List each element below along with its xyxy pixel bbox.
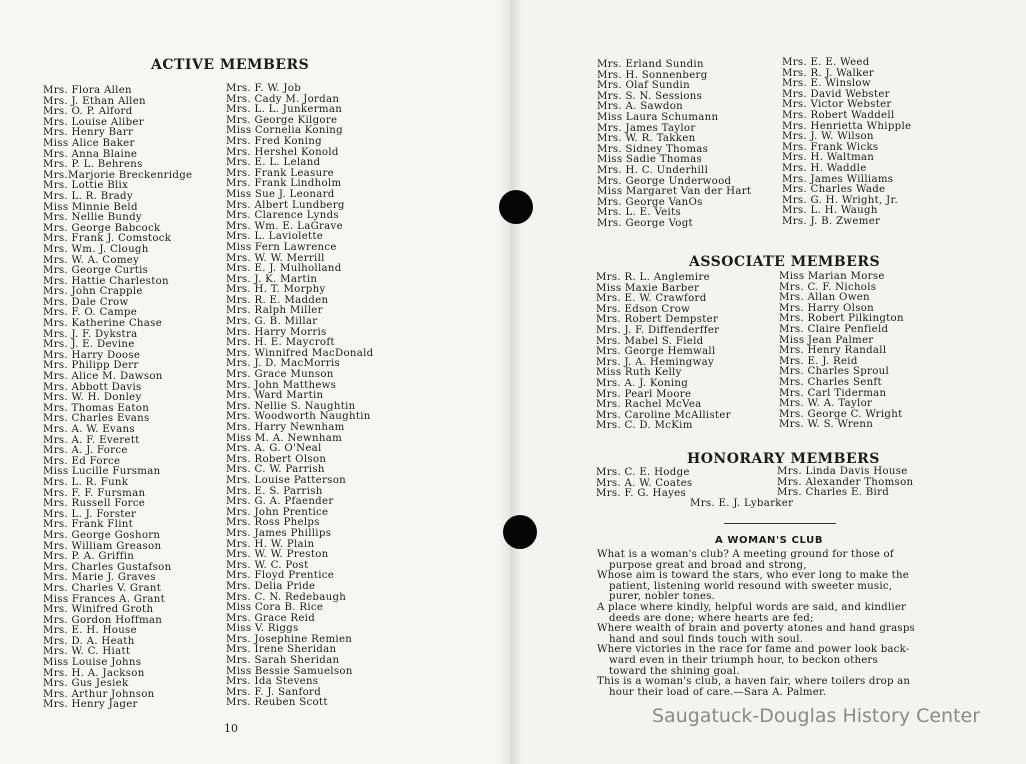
member-name: Mrs. F. W. Job	[226, 83, 302, 94]
member-name: Miss Laura Schumann	[597, 111, 719, 123]
member-name: Mrs. J. A. Hemingway	[596, 356, 715, 368]
member-name: Mrs. J. K. Martin	[226, 273, 318, 285]
member-name: Miss Minnie Beld	[43, 201, 138, 213]
member-name: Mrs. Russell Force	[43, 498, 146, 510]
member-name: Mrs. L. L. Junkerman	[226, 104, 343, 116]
member-name: Miss Lucille Fursman	[43, 466, 161, 478]
member-name: Mrs. J. F. Dykstra	[43, 328, 138, 340]
member-name: Mrs. Frank Leasure	[226, 167, 334, 179]
member-name: Mrs. L. R. Funk	[43, 476, 129, 488]
member-name: Mrs. Allan Owen	[779, 292, 870, 304]
member-name: Mrs. E. E. Weed	[782, 57, 870, 68]
honorary-members-column-1	[596, 468, 692, 500]
active-members-column-1	[43, 86, 192, 711]
poem-stanza	[597, 603, 965, 624]
member-name: Mrs. Hershel Konold	[226, 146, 339, 158]
member-name: Mrs. W. W. Merrill	[226, 252, 325, 264]
member-name: Mrs. H. Waltman	[782, 152, 875, 164]
member-name: Mrs. E. H. House	[43, 625, 137, 637]
member-name: Mrs. Flora Allen	[43, 85, 132, 96]
member-name: Mrs. A. W. Evans	[43, 424, 135, 435]
member-name: Mrs. F. J. Sanford	[226, 686, 322, 698]
member-name: Mrs. George Babcock	[43, 222, 161, 234]
member-name: Mrs. H. A. Jackson	[43, 667, 145, 679]
member-name: Miss Alice Baker	[43, 137, 135, 149]
member-name: Mrs. John Prentice	[226, 506, 329, 518]
member-name: Mrs. L. Laviolette	[226, 231, 324, 243]
member-name: Mrs. William Greason	[43, 540, 162, 552]
member-name: Mrs. Louise Aliber	[43, 116, 144, 128]
member-name: Mrs. W. H. Donley	[43, 392, 142, 404]
member-name: Mrs. W. A. Comey	[43, 254, 140, 266]
member-name: Mrs. Louise Patterson	[226, 474, 346, 486]
member-name: Mrs. F. G. Hayes	[596, 488, 686, 500]
active-members-heading: ACTIVE MEMBERS	[151, 57, 310, 73]
member-name: Mrs. Claire Penfield	[779, 323, 889, 335]
member-name: Mrs. Ward Martin	[226, 390, 324, 402]
member-name: Mrs. Charles Gustafson	[43, 561, 172, 573]
active-members-column-3	[597, 60, 751, 230]
poem-line-continued: purpose great and broad and strong,	[609, 559, 807, 571]
active-members-column-4	[782, 58, 911, 228]
honorary-member-last: Mrs. E. J. Lybarker	[690, 498, 794, 509]
member-name: Miss Louise Johns	[43, 657, 142, 669]
member-name: Mrs. Henry Randall	[779, 345, 887, 357]
member-name: Miss Marian Morse	[779, 271, 885, 282]
member-name: Miss V. Riggs	[226, 623, 299, 635]
member-name: Miss Cora B. Rice	[226, 602, 324, 614]
member-name: Mrs. Harry Morris	[226, 326, 327, 338]
member-name: Mrs. A. F. Everett	[43, 434, 140, 446]
member-name: Mrs. George Underwood	[597, 175, 732, 187]
member-name: Mrs. R. J. Walker	[782, 67, 875, 79]
member-name: Mrs. Thomas Eaton	[43, 402, 150, 414]
member-name: Mrs. E. J. Mulholland	[226, 263, 342, 275]
member-name: Mrs. James Williams	[782, 173, 894, 185]
member-name: Mrs. Arthur Johnson	[43, 688, 155, 700]
member-name: Miss M. A. Newnham	[226, 432, 343, 444]
member-name: Mrs. Frank Lindholm	[226, 178, 342, 190]
poem-title: A WOMAN'S CLUB	[715, 535, 824, 546]
poem-line: Where wealth of brain and poverty atones and hand grasps	[597, 623, 915, 635]
member-name: Mrs. Lottie Blix	[43, 180, 129, 192]
watermark: Saugatuck-Douglas History Center	[652, 705, 981, 727]
associate-members-column-1	[596, 273, 731, 432]
punch-hole-top	[499, 190, 533, 224]
member-name: Mrs. Winnifred MacDonald	[226, 347, 374, 359]
member-name: Mrs. Henry Barr	[43, 127, 134, 139]
member-name: Miss Margaret Van der Hart	[597, 186, 752, 198]
member-name: Mrs. Pearl Moore	[596, 388, 692, 400]
member-name: Mrs. Abbott Davis	[43, 381, 142, 393]
poem-stanza	[597, 571, 965, 603]
member-name: Mrs. C. E. Hodge	[596, 467, 690, 478]
member-name: Mrs. Mabel S. Field	[596, 335, 704, 347]
member-name: Mrs. Reuben Scott	[226, 697, 328, 709]
member-name: Mrs. D. A. Heath	[43, 635, 135, 647]
member-name: Mrs. G. B. Millar	[226, 316, 318, 328]
member-name: Mrs. S. N. Sessions	[597, 90, 703, 102]
member-name: Mrs. Dale Crow	[43, 296, 129, 308]
member-name: Mrs. H. T. Morphy	[226, 284, 326, 296]
poem-line: What is a woman's club? A meeting ground for those of	[597, 549, 894, 560]
member-name: Miss Frances A. Grant	[43, 593, 166, 605]
member-name: Mrs. W. S. Wrenn	[779, 419, 874, 431]
member-name: Mrs. Nellie S. Naughtin	[226, 400, 356, 412]
member-name: Mrs. Grace Munson	[226, 369, 334, 381]
member-name: Mrs. George Kilgore	[226, 114, 338, 126]
member-name: Mrs. W. R. Takken	[597, 133, 696, 145]
punch-hole-bottom	[503, 515, 537, 549]
member-name: Mrs. J. W. Wilson	[782, 131, 874, 143]
member-name: Mrs. Sarah Sheridan	[226, 655, 340, 667]
member-name: Mrs. R. L. Anglemire	[596, 272, 710, 283]
poem-body	[597, 550, 965, 698]
member-name: Mrs.Marjorie Breckenridge	[43, 169, 193, 181]
member-name: Mrs. W. A. Taylor	[779, 398, 873, 410]
member-name: Mrs. George Curtis	[43, 265, 149, 277]
member-name: Mrs. E. S. Parrish	[226, 485, 323, 497]
member-name: Mrs. Robert Olson	[226, 453, 327, 465]
member-name: Mrs. H. E. Maycroft	[226, 337, 335, 349]
member-name: Mrs. Marie J. Graves	[43, 572, 156, 584]
member-name: Mrs. Henry Jager	[43, 699, 138, 711]
member-name: Mrs. C. W. Parrish	[226, 464, 325, 476]
member-name: Mrs. George VanOs	[597, 196, 703, 208]
member-name: Mrs. Charles Sproul	[779, 366, 890, 378]
poem-stanza	[597, 645, 965, 677]
member-name: Mrs. W. C. Post	[226, 559, 309, 571]
page-number: 10	[224, 722, 238, 735]
poem-line-continued: ward even in their triumph hour, to beckon others	[609, 654, 878, 666]
member-name: Mrs. Caroline McAllister	[596, 409, 731, 421]
member-name: Miss Sue J. Leonard	[226, 188, 335, 200]
associate-members-heading: ASSOCIATE MEMBERS	[689, 254, 881, 270]
member-name: Miss Sadie Thomas	[597, 154, 703, 166]
member-name: Mrs. H. Sonnenberg	[597, 69, 708, 81]
member-name: Miss Ruth Kelly	[596, 367, 682, 379]
member-name: Mrs. Fred Koning	[226, 135, 322, 147]
poem-line-continued: hour their load of care.—Sara A. Palmer.	[609, 686, 827, 698]
member-name: Mrs. Wm. J. Clough	[43, 243, 149, 255]
active-members-column-2	[226, 84, 374, 709]
member-name: Mrs. Frank Flint	[43, 519, 134, 531]
member-name: Mrs. E. L. Leland	[226, 157, 321, 169]
member-name: Mrs. Robert Waddell	[782, 109, 895, 121]
member-name: Mrs. Woodworth Naughtin	[226, 411, 371, 423]
member-name: Mrs. George Goshorn	[43, 529, 161, 541]
member-name: Mrs. Wm. E. LaGrave	[226, 220, 343, 232]
member-name: Mrs. Olaf Sundin	[597, 80, 690, 92]
member-name: Mrs. Delia Pride	[226, 580, 316, 592]
member-name: Mrs. A. G. O'Neal	[226, 443, 322, 455]
poem-stanza	[597, 677, 965, 698]
member-name: Mrs. H. W. Plain	[226, 538, 315, 550]
member-name: Mrs. E. Winslow	[782, 78, 871, 90]
member-name: Mrs. Hattie Charleston	[43, 275, 169, 287]
member-name: Mrs. George C. Wright	[779, 408, 903, 420]
member-name: Mrs. A. J. Force	[43, 445, 128, 457]
member-name: Mrs. L. E. Veits	[597, 207, 681, 219]
member-name: Mrs. Frank Wicks	[782, 141, 879, 153]
member-name: Mrs. W. C. Hiatt	[43, 646, 131, 658]
member-name: Mrs. P. L. Behrens	[43, 159, 143, 171]
member-name: Mrs. J. F. Diffenderffer	[596, 324, 720, 336]
member-name: Mrs. A. W. Coates	[596, 477, 693, 489]
member-name: Mrs. H. C. Underhill	[597, 164, 709, 176]
member-name: Miss Fern Lawrence	[226, 241, 337, 253]
member-name: Mrs. A. J. Koning	[596, 377, 689, 389]
member-name: Mrs. Ralph Miller	[226, 305, 323, 317]
member-name: Mrs. Sidney Thomas	[597, 143, 709, 155]
member-name: Miss Cornelia Koning	[226, 125, 343, 137]
member-name: Mrs. G. H. Wright, Jr.	[782, 194, 899, 206]
member-name: Mrs. Erland Sundin	[597, 59, 704, 70]
member-name: Mrs. Charles Evans	[43, 413, 150, 425]
poem-line-continued: toward the shining goal.	[609, 665, 740, 677]
member-name: Mrs. L. J. Forster	[43, 508, 137, 520]
member-name: Mrs. Robert Dempster	[596, 314, 719, 326]
member-name: Mrs. Carl Tiderman	[779, 387, 887, 399]
member-name: Mrs. Josephine Remien	[226, 633, 353, 645]
poem-line-continued: deeds are done; where hearts are fed;	[609, 612, 814, 624]
poem-divider	[724, 523, 836, 524]
member-name: Mrs. John Matthews	[226, 379, 337, 391]
poem-stanza	[597, 550, 965, 571]
member-name: Mrs. John Crapple	[43, 286, 143, 298]
member-name: Mrs. Ida Stevens	[226, 676, 319, 688]
member-name: Mrs. Anna Blaine	[43, 148, 138, 160]
member-name: Mrs. A. Sawdon	[597, 101, 684, 113]
honorary-members-column-2	[777, 467, 913, 499]
member-name: Mrs. Floyd Prentice	[226, 570, 335, 582]
member-name: Mrs. L. R. Brady	[43, 190, 133, 202]
member-name: Mrs. Robert Pilkington	[779, 313, 904, 325]
member-name: Mrs. Henrietta Whipple	[782, 120, 912, 132]
member-name: Mrs. Charles Senft	[779, 376, 882, 388]
member-name: Mrs. O. P. Alford	[43, 106, 133, 118]
member-name: Mrs. Clarence Lynds	[226, 210, 339, 222]
member-name: Mrs. Gordon Hoffman	[43, 614, 163, 626]
member-name: Miss Bessie Samuelson	[226, 665, 353, 677]
member-name: Mrs. Alice M. Dawson	[43, 371, 163, 383]
member-name: Mrs. J. B. Zwemer	[782, 215, 881, 227]
poem-line-continued: purer, nobler tones.	[609, 591, 716, 603]
honorary-members-heading: HONORARY MEMBERS	[687, 451, 880, 467]
poem-line: Whose aim is toward the stars, who ever long to make the	[597, 570, 909, 582]
poem-line-continued: hand and soul finds touch with soul.	[609, 633, 804, 645]
member-name: Mrs. J. Ethan Allen	[43, 95, 146, 107]
poem-line-continued: patient, listening world resound with sweeter music,	[609, 580, 893, 592]
member-name: Mrs. Harry Doose	[43, 349, 141, 361]
member-name: Mrs. Ed Force	[43, 455, 121, 467]
member-name: Mrs. Charles E. Bird	[777, 487, 890, 499]
member-name: Mrs. R. E. Madden	[226, 294, 329, 306]
associate-members-column-2	[779, 272, 904, 431]
member-name: Mrs. James Phillips	[226, 527, 332, 539]
member-name: Mrs. L. H. Waugh	[782, 205, 878, 217]
member-name: Mrs. Harry Olson	[779, 302, 875, 314]
member-name: Mrs. Irene Sheridan	[226, 644, 337, 656]
member-name: Mrs. Cady M. Jordan	[226, 93, 340, 105]
member-name: Mrs. Edson Crow	[596, 303, 691, 315]
member-name: Mrs. Frank J. Comstock	[43, 233, 172, 245]
member-name: Mrs. Gus Jesiek	[43, 678, 129, 690]
member-name: Mrs. E. W. Crawford	[596, 293, 707, 305]
member-name: Mrs. Charles V. Grant	[43, 582, 162, 594]
member-name: Mrs. E. J. Reid	[779, 355, 858, 367]
book-gutter	[498, 0, 522, 764]
member-name: Mrs. Philipp Derr	[43, 360, 139, 372]
member-name: Mrs. Victor Webster	[782, 99, 892, 111]
member-name: Mrs. George Vogt	[597, 217, 693, 229]
member-name: Mrs. Winifred Groth	[43, 604, 154, 616]
member-name: Mrs. Albert Lundberg	[226, 199, 345, 211]
member-name: Miss Jean Palmer	[779, 334, 874, 346]
poem-line: This is a woman's club, a haven fair, where toilers drop an	[597, 676, 911, 688]
member-name: Mrs. Nellie Bundy	[43, 212, 142, 224]
member-name: Mrs. Grace Reid	[226, 612, 316, 624]
member-name: Mrs. F. O. Campe	[43, 307, 138, 319]
poem-line: A place where kindly, helpful words are said, and kindlier	[597, 601, 907, 613]
member-name: Mrs. Katherine Chase	[43, 318, 163, 330]
member-name: Mrs. David Webster	[782, 88, 890, 100]
member-name: Mrs. P. A. Griffin	[43, 551, 135, 563]
poem-line: Where victories in the race for fame and power look back-	[597, 644, 910, 656]
member-name: Mrs. Ross Phelps	[226, 517, 320, 529]
member-name: Miss Maxie Barber	[596, 282, 700, 294]
member-name: Mrs. Harry Newnham	[226, 422, 345, 433]
member-name: Mrs. Linda Davis House	[777, 466, 908, 477]
member-name: Mrs. J. E. Devine	[43, 339, 135, 351]
member-name: Mrs. J. D. MacMorris	[226, 358, 341, 370]
member-name: Mrs. C. F. Nichols	[779, 281, 877, 293]
member-name: Mrs. George Hemwall	[596, 346, 716, 358]
member-name: Mrs. W. W. Preston	[226, 549, 329, 561]
member-name: Mrs. C. N. Redebaugh	[226, 591, 347, 603]
member-name: Mrs. F. F. Fursman	[43, 487, 146, 499]
poem-stanza	[597, 624, 965, 645]
member-name: Mrs. Alexander Thomson	[777, 476, 914, 488]
member-name: Mrs. H. Waddle	[782, 162, 867, 174]
member-name: Mrs. Rachel McVea	[596, 399, 702, 411]
member-name: Mrs. C. D. McKim	[596, 420, 693, 432]
member-name: Mrs. G. A. Pfaender	[226, 496, 334, 508]
member-name: Mrs. Charles Wade	[782, 184, 886, 196]
member-name: Mrs. James Taylor	[597, 122, 696, 134]
